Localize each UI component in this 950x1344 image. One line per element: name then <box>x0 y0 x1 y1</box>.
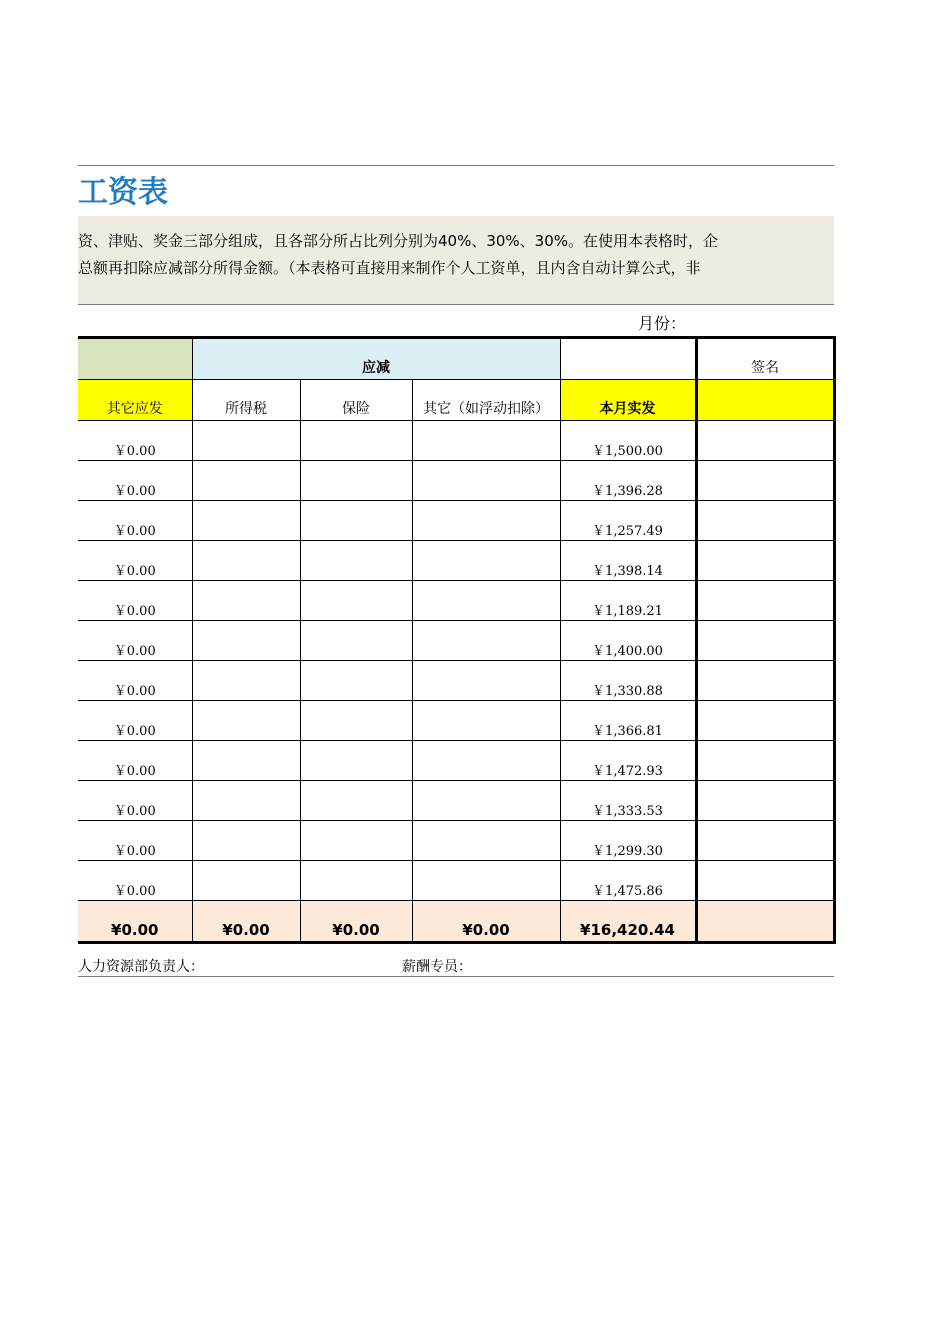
footer-signatures <box>78 956 834 977</box>
group-header-net <box>560 338 696 380</box>
cell-tax <box>192 501 300 541</box>
cell-net: ￥1,189.21 <box>560 581 696 621</box>
cell-other-deduct <box>412 501 560 541</box>
cell-other-deduct <box>412 861 560 901</box>
cell-sign <box>696 741 834 781</box>
cell-other-pay: ￥0.00 <box>78 661 192 701</box>
table-row <box>78 621 834 661</box>
cell-other-pay: ￥0.00 <box>78 421 192 461</box>
cell-other-deduct <box>412 741 560 781</box>
description-line-2: 总额再扣除应减部分所得金额。（本表格可直接用来制作个人工资单，且内含自动计算公式，非 <box>78 259 701 277</box>
cell-other-deduct <box>412 421 560 461</box>
cell-insurance <box>300 421 412 461</box>
cell-insurance <box>300 861 412 901</box>
cell-tax <box>192 861 300 901</box>
cell-other-deduct <box>412 541 560 581</box>
col-header-other-deduct: 其它（如浮动扣除） <box>412 380 560 421</box>
table-row <box>78 781 834 821</box>
cell-net: ￥1,330.88 <box>560 661 696 701</box>
table-row <box>78 421 834 461</box>
table-row <box>78 581 834 621</box>
page-title: 工资表 <box>78 175 168 210</box>
cell-other-pay: ￥0.00 <box>78 581 192 621</box>
table-row <box>78 861 834 901</box>
table-row <box>78 541 834 581</box>
payroll-specialist-label: 薪酬专员： <box>402 959 472 975</box>
cell-other-pay: ￥0.00 <box>78 821 192 861</box>
cell-other-pay: ￥0.00 <box>78 541 192 581</box>
cell-insurance <box>300 461 412 501</box>
table-row <box>78 501 834 541</box>
cell-other-deduct <box>412 581 560 621</box>
cell-other-pay: ￥0.00 <box>78 861 192 901</box>
table-row <box>78 741 834 781</box>
cell-insurance <box>300 741 412 781</box>
cell-insurance <box>300 821 412 861</box>
cell-other-pay: ￥0.00 <box>78 741 192 781</box>
table-row <box>78 701 834 741</box>
cell-net: ￥1,398.14 <box>560 541 696 581</box>
cell-other-pay: ￥0.00 <box>78 461 192 501</box>
col-header-net: 本月实发 <box>560 380 696 421</box>
totals-row <box>78 901 834 943</box>
total-other-pay: ¥0.00 <box>78 901 192 943</box>
cell-other-deduct <box>412 701 560 741</box>
cell-net: ￥1,257.49 <box>560 501 696 541</box>
cell-sign <box>696 501 834 541</box>
cell-tax <box>192 621 300 661</box>
description-line-1: 资、津贴、奖金三部分组成，且各部分所占比列分别为40%、30%、30%。在使用本表格时，企 <box>78 232 719 250</box>
cell-insurance <box>300 501 412 541</box>
cell-tax <box>192 741 300 781</box>
top-divider <box>78 165 834 166</box>
cell-net: ￥1,472.93 <box>560 741 696 781</box>
cell-other-deduct <box>412 781 560 821</box>
cell-other-deduct <box>412 621 560 661</box>
cell-insurance <box>300 541 412 581</box>
cell-sign <box>696 861 834 901</box>
cell-other-pay: ￥0.00 <box>78 701 192 741</box>
cell-insurance <box>300 621 412 661</box>
cell-tax <box>192 461 300 501</box>
cell-insurance <box>300 701 412 741</box>
cell-net: ￥1,396.28 <box>560 461 696 501</box>
col-header-tax: 所得税 <box>192 380 300 421</box>
cell-tax <box>192 821 300 861</box>
group-header-deduct: 应减 <box>192 338 560 380</box>
cell-sign <box>696 541 834 581</box>
cell-net: ￥1,333.53 <box>560 781 696 821</box>
cell-net: ￥1,366.81 <box>560 701 696 741</box>
cell-sign <box>696 581 834 621</box>
header-row-group <box>78 338 834 380</box>
total-net: ¥16,420.44 <box>560 901 696 943</box>
cell-insurance <box>300 661 412 701</box>
total-insurance: ¥0.00 <box>300 901 412 943</box>
description-box <box>78 216 834 305</box>
cell-other-pay: ￥0.00 <box>78 781 192 821</box>
hr-head-label: 人力资源部负责人： <box>78 959 204 975</box>
total-tax: ¥0.00 <box>192 901 300 943</box>
cell-other-pay: ￥0.00 <box>78 501 192 541</box>
cell-sign <box>696 461 834 501</box>
cell-tax <box>192 701 300 741</box>
total-sign <box>696 901 834 943</box>
group-header-pay <box>78 338 192 380</box>
cell-net: ￥1,475.86 <box>560 861 696 901</box>
month-label: 月份： <box>638 314 687 333</box>
table-row <box>78 661 834 701</box>
cell-sign <box>696 781 834 821</box>
cell-sign <box>696 701 834 741</box>
table-row <box>78 461 834 501</box>
cell-sign <box>696 661 834 701</box>
cell-net: ￥1,299.30 <box>560 821 696 861</box>
cell-other-deduct <box>412 821 560 861</box>
cell-tax <box>192 421 300 461</box>
cell-tax <box>192 541 300 581</box>
col-header-other-pay: 其它应发 <box>78 380 192 421</box>
cell-sign <box>696 421 834 461</box>
cell-insurance <box>300 781 412 821</box>
cell-tax <box>192 581 300 621</box>
col-header-insurance: 保险 <box>300 380 412 421</box>
cell-other-deduct <box>412 661 560 701</box>
total-other-deduct: ¥0.00 <box>412 901 560 943</box>
cell-other-deduct <box>412 461 560 501</box>
cell-other-pay: ￥0.00 <box>78 621 192 661</box>
cell-net: ￥1,400.00 <box>560 621 696 661</box>
header-row-columns <box>78 380 834 421</box>
cell-tax <box>192 781 300 821</box>
table-row <box>78 821 834 861</box>
cell-net: ￥1,500.00 <box>560 421 696 461</box>
cell-insurance <box>300 581 412 621</box>
salary-table <box>78 336 836 944</box>
col-header-sign <box>696 380 834 421</box>
group-header-sign: 签名 <box>696 338 834 380</box>
cell-sign <box>696 821 834 861</box>
cell-tax <box>192 661 300 701</box>
cell-sign <box>696 621 834 661</box>
